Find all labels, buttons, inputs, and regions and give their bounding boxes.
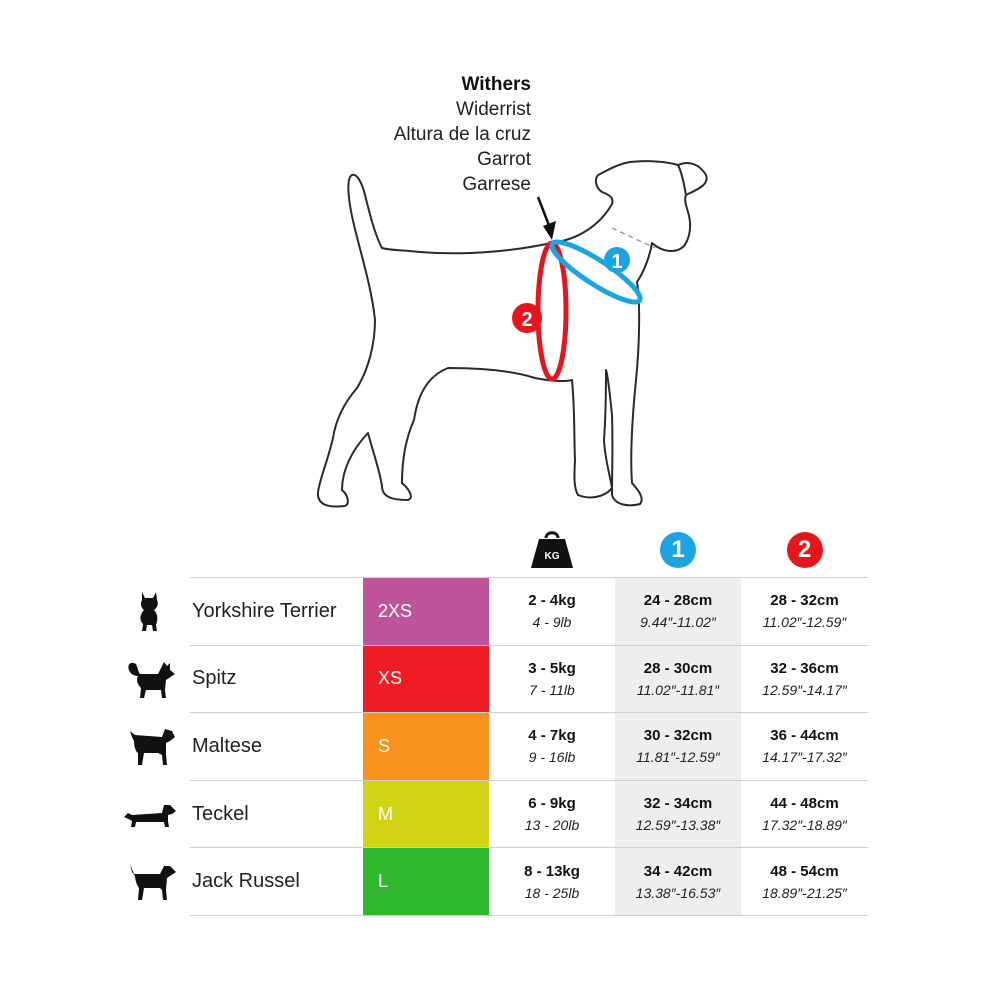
measure-1-in: 13.38″-16.53″ <box>635 884 721 901</box>
measure-2-cm: 28 - 32cm <box>770 592 839 610</box>
weight-kg: 6 - 9kg <box>528 795 576 813</box>
measure-2-in: 11.02″-12.59″ <box>762 614 847 631</box>
dog-outline <box>318 161 707 506</box>
table-row <box>190 577 868 645</box>
measure-2-badge: 2 <box>787 532 823 568</box>
weight-kg: 3 - 5kg <box>528 659 576 677</box>
size-badge: XS <box>363 646 489 713</box>
breed-name: Jack Russel <box>192 870 300 893</box>
measure-2-cell <box>741 781 868 848</box>
size-table <box>190 577 868 916</box>
teckel-icon <box>122 791 178 837</box>
breed-name: Maltese <box>192 734 263 757</box>
withers-arrow-head <box>543 221 556 240</box>
size-badge: L <box>363 848 489 915</box>
measure-2-in: 17.32″-18.89″ <box>762 817 847 834</box>
dog-ear-line <box>678 165 686 195</box>
withers-label-it: Garrese <box>462 174 531 195</box>
measure-1-cell <box>615 578 741 645</box>
measure-2-header <box>741 530 868 570</box>
measure-2-cm: 32 - 36cm <box>770 659 839 677</box>
measure-1-cm: 30 - 32cm <box>643 727 713 745</box>
weight-cell <box>489 713 615 780</box>
breed-name: Yorkshire Terrier <box>192 599 337 622</box>
measure-1-cm: 34 - 42cm <box>643 862 713 880</box>
measure-1-cell <box>615 713 741 780</box>
measure-1-in: 11.81″-12.59″ <box>636 749 720 766</box>
weight-lb: 4 - 9lb <box>532 614 572 631</box>
measure-2-in: 14.17″-17.32″ <box>762 749 847 766</box>
size-badge: S <box>363 713 489 780</box>
withers-label-de: Widerrist <box>456 99 531 120</box>
weight-cell <box>489 781 615 848</box>
weight-cell <box>489 578 615 645</box>
neck-ring-1 <box>546 234 646 311</box>
neck-guide-line <box>612 228 655 248</box>
measure-1-cm: 32 - 34cm <box>643 795 713 813</box>
weight-lb: 7 - 11lb <box>529 681 575 698</box>
withers-arrow-line <box>538 197 550 228</box>
measure-2-in: 18.89″-21.25″ <box>762 884 847 901</box>
weight-cell <box>489 848 615 915</box>
measure-1-badge: 1 <box>660 532 696 568</box>
yorkshire-terrier-icon <box>122 588 178 634</box>
withers-label-es: Altura de la cruz <box>393 124 531 145</box>
measure-1-cell <box>615 848 741 915</box>
table-row <box>190 780 868 848</box>
measure-1-in: 12.59″-13.38″ <box>635 817 721 834</box>
weight-cell <box>489 646 615 713</box>
weight-icon-label: KG <box>544 551 560 562</box>
measure-1-in: 9.44″-11.02″ <box>640 614 716 631</box>
measure-1-cm: 24 - 28cm <box>643 592 713 610</box>
withers-label-en: Withers <box>461 74 531 95</box>
weight-lb: 13 - 20lb <box>524 817 580 834</box>
withers-label-fr: Garrot <box>477 149 531 170</box>
size-badge: M <box>363 781 489 848</box>
breed-name: Spitz <box>192 667 237 690</box>
measure-2-cell <box>741 578 868 645</box>
measure-1-cm: 28 - 30cm <box>643 659 713 677</box>
weight-header <box>489 530 615 570</box>
measure-1-header <box>615 530 741 570</box>
measure-2-cell <box>741 646 868 713</box>
measure-1-cell <box>615 646 741 713</box>
maltese-icon <box>122 723 178 769</box>
measure-2-cm: 36 - 44cm <box>770 727 839 745</box>
table-row <box>190 645 868 713</box>
weight-kg-icon <box>529 530 575 570</box>
jack-russel-icon <box>122 858 178 904</box>
spitz-icon <box>122 656 178 702</box>
size-badge: 2XS <box>363 578 489 645</box>
measure-1-cell <box>615 781 741 848</box>
measure-1-in: 11.02″-11.81″ <box>636 681 720 698</box>
breed-name: Teckel <box>192 802 249 825</box>
weight-kg: 8 - 13kg <box>524 862 580 880</box>
measure-2-cm: 44 - 48cm <box>770 795 839 813</box>
table-row <box>190 847 868 916</box>
marker-2-text: 2 <box>521 309 533 331</box>
weight-lb: 9 - 16lb <box>528 749 576 766</box>
weight-kg: 2 - 4kg <box>528 592 576 610</box>
table-row <box>190 712 868 780</box>
weight-kg: 4 - 7kg <box>528 727 576 745</box>
measure-2-cell <box>741 713 868 780</box>
weight-lb: 18 - 25lb <box>524 884 580 901</box>
measure-2-in: 12.59″-14.17″ <box>762 681 847 698</box>
measure-2-cm: 48 - 54cm <box>770 862 839 880</box>
measure-2-cell <box>741 848 868 915</box>
marker-1-text: 1 <box>611 251 623 273</box>
